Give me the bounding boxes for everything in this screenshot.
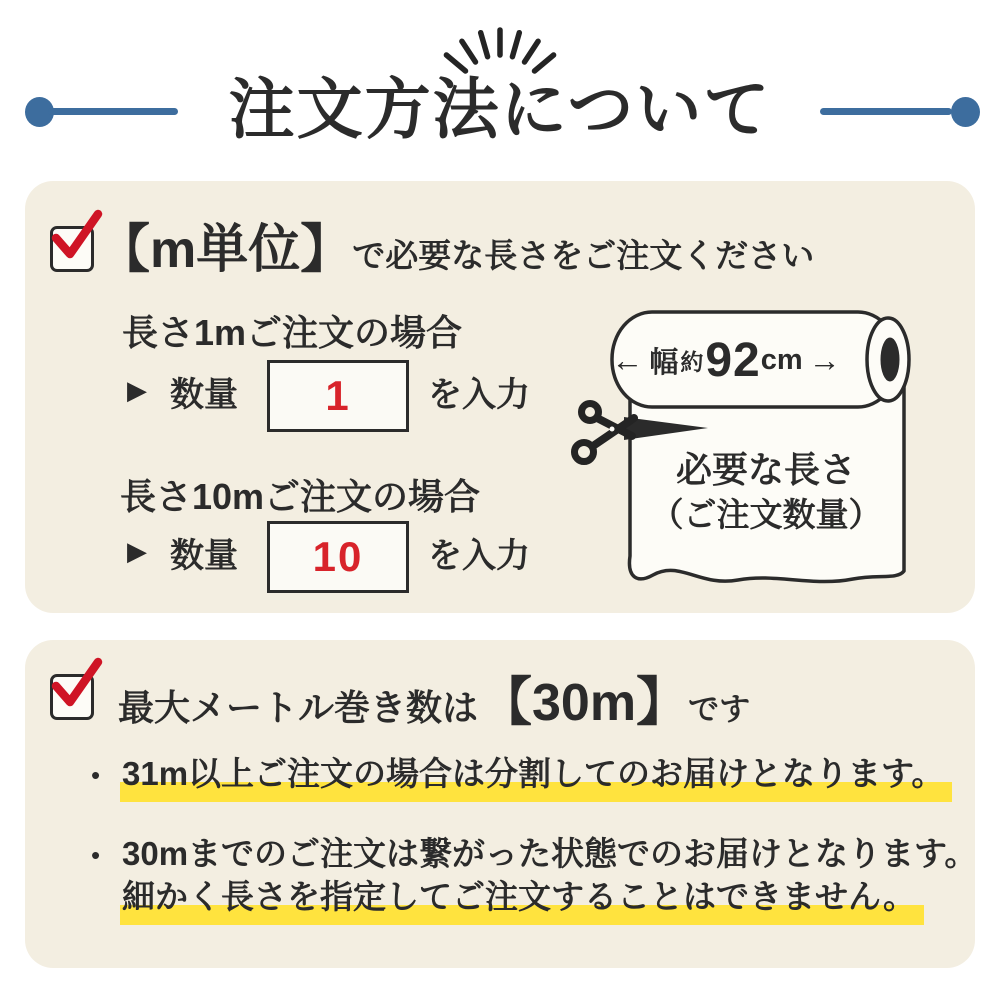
width-unit: cm (760, 343, 803, 376)
enter-label: を入力 (428, 537, 530, 575)
panel-max-roll-length (25, 640, 978, 968)
bullet-icon: • (91, 840, 101, 870)
case-1m-label: 長さ1mご注文の場合 (122, 312, 463, 353)
quantity-input-example-10 (267, 521, 409, 593)
bullet-icon: • (91, 760, 101, 790)
check-icon (46, 206, 104, 262)
highlighted-text: 31m以上ご注文の場合は分割してのお届けとなります。 (120, 757, 952, 802)
heading-rest-text: で必要な長さをご注文ください (352, 237, 815, 274)
heading-post-text: です (688, 692, 751, 727)
note-connected-delivery-line1: 30mまでのご注文は繋がった状態でのお届けとなります。 (122, 835, 978, 872)
roll-width-label (586, 333, 866, 387)
heading-pre-text: 最大メートル巻き数は (118, 687, 479, 728)
panel-order-by-meter (25, 181, 975, 613)
approx-kanji: 約 (680, 348, 704, 375)
section-heading (118, 660, 750, 735)
quantity-label: 数量 (170, 376, 238, 414)
right-arrow-icon: → (808, 341, 841, 378)
enter-label: を入力 (428, 376, 530, 414)
width-kanji: 幅 (649, 346, 679, 379)
required-length-label (621, 447, 911, 537)
heading-bracket-text: 【m単位】 (98, 221, 353, 279)
highlighted-text: 細かく長さを指定してご注文することはできません。 (120, 880, 924, 925)
case-10m-label: 長さ10mご注文の場合 (120, 476, 481, 517)
check-icon (46, 654, 104, 710)
heading-bracket-text: 【30m】 (480, 674, 689, 732)
page-title: 注文方法について (228, 72, 772, 146)
burst-icon (440, 10, 560, 75)
width-value: 92 (705, 333, 761, 387)
note-connected-delivery-line2 (122, 880, 924, 925)
play-arrow-icon: ▶ (127, 536, 147, 566)
title-deco-line-right (820, 108, 952, 115)
left-arrow-icon: ← (611, 341, 644, 378)
play-arrow-icon: ▶ (127, 375, 147, 405)
quantity-value: 10 (312, 533, 364, 580)
note-split-delivery (122, 757, 952, 802)
section-heading (98, 207, 814, 282)
quantity-label: 数量 (170, 537, 238, 575)
required-length-line2: （ご注文数量） (650, 496, 882, 533)
quantity-value: 1 (325, 372, 351, 419)
title-deco-dot-right (951, 97, 980, 127)
required-length-line1: 必要な長さ (675, 449, 856, 490)
quantity-input-example-1 (267, 360, 409, 432)
